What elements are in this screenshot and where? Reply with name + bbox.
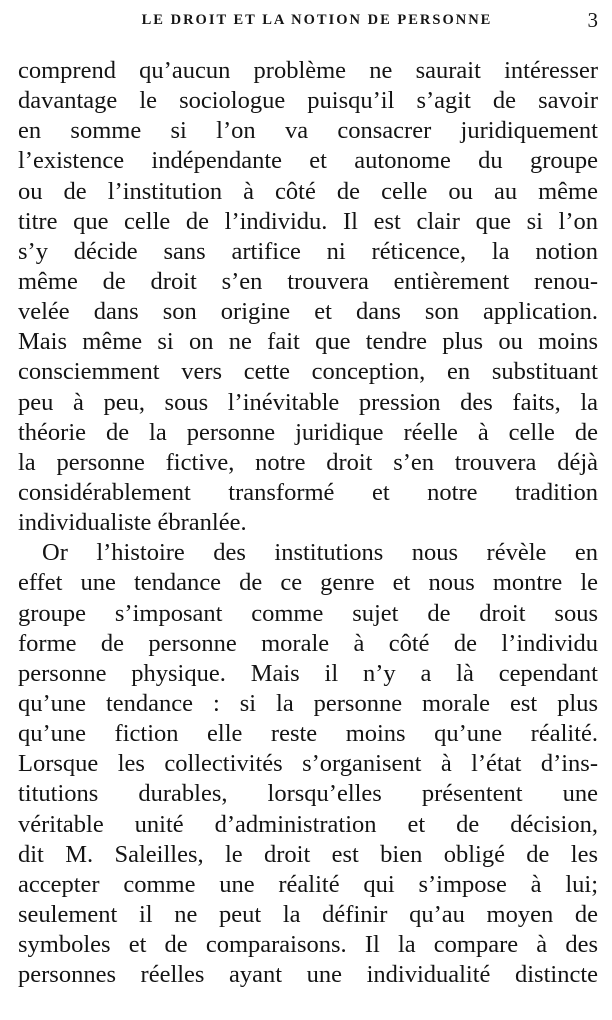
text-line: véritable unité d’administration et de décision, <box>18 810 598 838</box>
text-line: forme de personne morale à côté de l’individu <box>18 629 598 657</box>
text-line: comprend qu’aucun problème ne saurait intéresser <box>18 57 598 84</box>
page-number: 3 <box>587 8 598 32</box>
text-line: titutions durables, lorsqu’elles présentent une <box>18 780 598 808</box>
text-line: même de droit s’en trouvera entièrement renou- <box>18 267 598 295</box>
text-line: consciemment vers cette conception, en substituant <box>18 358 598 386</box>
text-line: théorie de la personne juridique réelle à celle de <box>18 418 598 446</box>
text-line: Lorsque les collectivités s’organisent à l’état d’ins- <box>18 750 598 778</box>
text-line: qu’une tendance : si la personne morale est plus <box>18 689 598 717</box>
text-line: en somme si l’on va consacrer juridiquement <box>18 117 598 145</box>
text-line: Mais même si on ne fait que tendre plus ou moins <box>18 328 598 356</box>
body-text <box>18 56 598 990</box>
text-line: peu à peu, sous l’inévitable pression des faits, la <box>18 388 598 416</box>
paragraph-end-line: individualiste ébranlée. <box>18 509 247 537</box>
text-line: personne physique. Mais il n’y a là cependant <box>18 659 598 687</box>
running-head: LE DROIT ET LA NOTION DE PERSONNE <box>141 12 493 28</box>
text-line: la personne fictive, notre droit s’en trouvera déjà <box>18 448 598 476</box>
text-line: l’existence indépendante et autonome du groupe <box>18 147 598 175</box>
text-line: personnes réelles ayant une individualité distincte <box>18 961 598 989</box>
text-line: dit M. Saleilles, le droit est bien obligé de les <box>18 840 598 868</box>
text-line: considérablement transformé et notre tradition <box>18 478 598 506</box>
text-line: groupe s’imposant comme sujet de droit sous <box>18 599 598 627</box>
text-line: effet une tendance de ce genre et nous montre le <box>18 569 598 597</box>
text-line: accepter comme une réalité qui s’impose à lui; <box>18 870 598 898</box>
text-line: ou de l’institution à côté de celle ou au même <box>18 177 598 205</box>
text-line: symboles et de comparaisons. Il la compare à des <box>18 931 598 959</box>
text-line: seulement il ne peut la définir qu’au moyen de <box>18 900 598 928</box>
text-line: titre que celle de l’individu. Il est clair que si l’on <box>18 207 598 235</box>
text-line: davantage le sociologue puisqu’il s’agit de savoir <box>18 87 598 115</box>
text-line: velée dans son origine et dans son application. <box>18 298 598 326</box>
paragraph-start-line: Or l’histoire des institutions nous révèle en <box>42 539 598 567</box>
text-line: s’y décide sans artifice ni réticence, la notion <box>18 237 598 265</box>
text-line: qu’une fiction elle reste moins qu’une réalité. <box>18 720 598 748</box>
